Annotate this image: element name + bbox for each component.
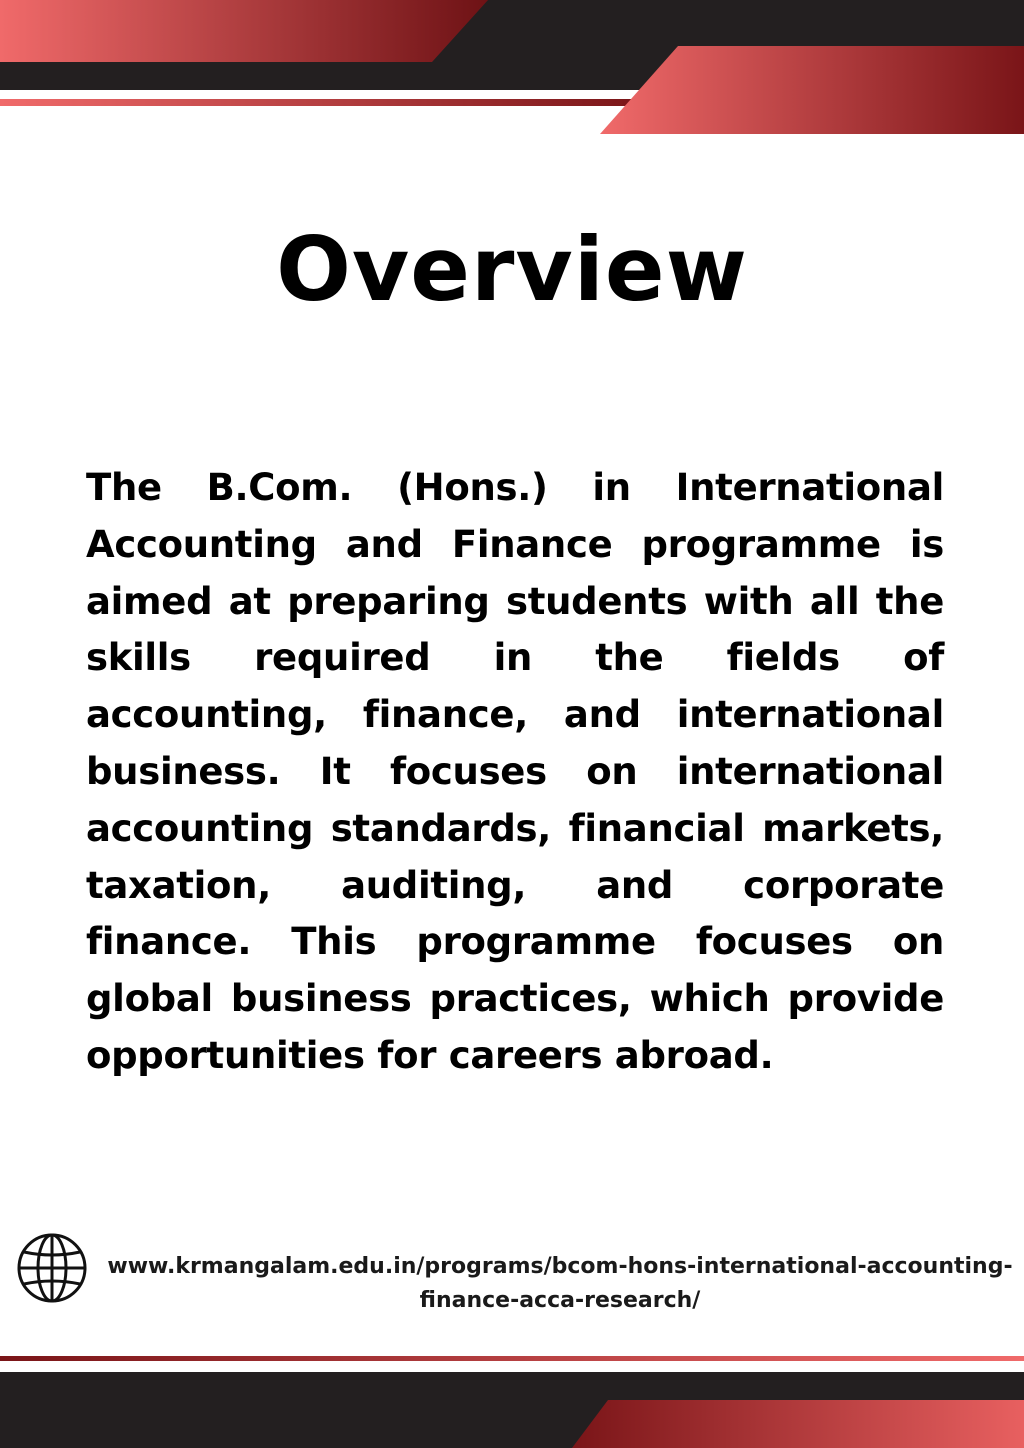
bottom-dark-band	[0, 1372, 1024, 1448]
website-url-line-2: finance-acca-research/	[419, 1288, 701, 1313]
page-title: Overview	[276, 218, 748, 321]
website-url-line-1: www.krmangalam.edu.in/programs/bcom-hons-international-accounting-	[107, 1254, 1013, 1279]
bottom-thin-stripe	[0, 1356, 1024, 1361]
website-url[interactable]	[96, 1250, 1024, 1318]
top-left-red-bar	[0, 0, 488, 62]
globe-icon	[16, 1232, 88, 1304]
top-thin-stripe	[0, 99, 640, 106]
overview-paragraph: The B.Com. (Hons.) in International Accounting and Finance programme is aimed at preparing students with all the skills required in the fields of accounting, finance, and international business. It focuses on international accounting standards, financial markets, taxation, auditing, and corporate finance. This programme focuses on global business practices, which provide opportunities for careers abroad.	[86, 466, 944, 1077]
bottom-right-red-bar	[572, 1400, 1024, 1448]
top-decoration	[0, 0, 1024, 140]
